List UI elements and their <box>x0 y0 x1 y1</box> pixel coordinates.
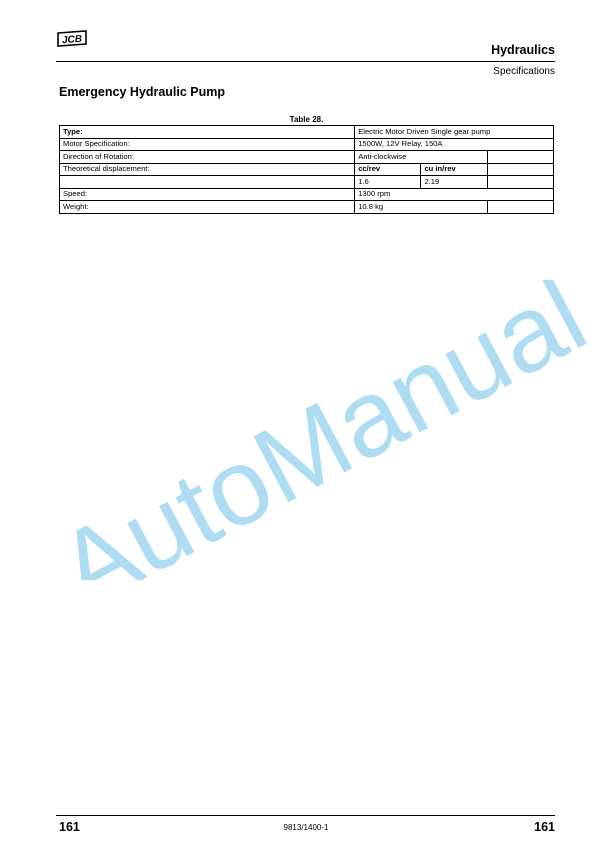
row-value-weight: 10.8 kg <box>355 201 488 214</box>
table-row <box>60 201 554 214</box>
value-imperial: 2.19 <box>421 176 487 189</box>
row-value-type: Electric Motor Driven Single gear pump <box>355 126 554 139</box>
table-row <box>60 151 554 164</box>
svg-text:JCB: JCB <box>61 33 83 47</box>
table-row <box>60 188 554 201</box>
unit-metric: cc/rev <box>355 163 421 176</box>
empty-cell <box>487 201 553 214</box>
row-value-motor: 1500W, 12V Relay, 150A <box>355 138 554 151</box>
unit-imperial: cu in/rev <box>421 163 487 176</box>
section-heading: Hydraulics <box>491 43 555 57</box>
row-label-displacement: Theoretical displacement: <box>60 163 355 176</box>
table-row <box>60 138 554 151</box>
document-code: 9813/1400-1 <box>283 823 329 832</box>
row-label-motor: Motor Specification: <box>60 138 355 151</box>
spec-table <box>59 125 554 214</box>
page-number-left: 161 <box>59 820 80 834</box>
subsection-heading: Specifications <box>493 66 555 77</box>
value-metric: 1.6 <box>355 176 421 189</box>
table-row <box>60 163 554 176</box>
jcb-logo <box>56 30 88 47</box>
row-value-speed: 1300 rpm <box>355 188 554 201</box>
page-title: Emergency Hydraulic Pump <box>59 85 226 99</box>
table-caption: Table 28. <box>289 115 324 124</box>
empty-cell <box>487 151 553 164</box>
page-number-right: 161 <box>534 820 555 834</box>
row-label-speed: Speed: <box>60 188 355 201</box>
footer-divider <box>56 815 555 816</box>
table-row <box>60 176 554 189</box>
row-label-type: Type: <box>60 126 355 139</box>
watermark <box>40 280 600 580</box>
row-value-rotation: Anti-clockwise <box>355 151 488 164</box>
empty-cell <box>487 176 553 189</box>
empty-cell <box>487 163 553 176</box>
watermark-text: AutoManual <box>40 280 600 580</box>
empty-cell <box>60 176 355 189</box>
row-label-weight: Weight: <box>60 201 355 214</box>
header-divider <box>56 61 555 62</box>
table-row <box>60 126 554 139</box>
row-label-rotation: Direction of Rotation: <box>60 151 355 164</box>
